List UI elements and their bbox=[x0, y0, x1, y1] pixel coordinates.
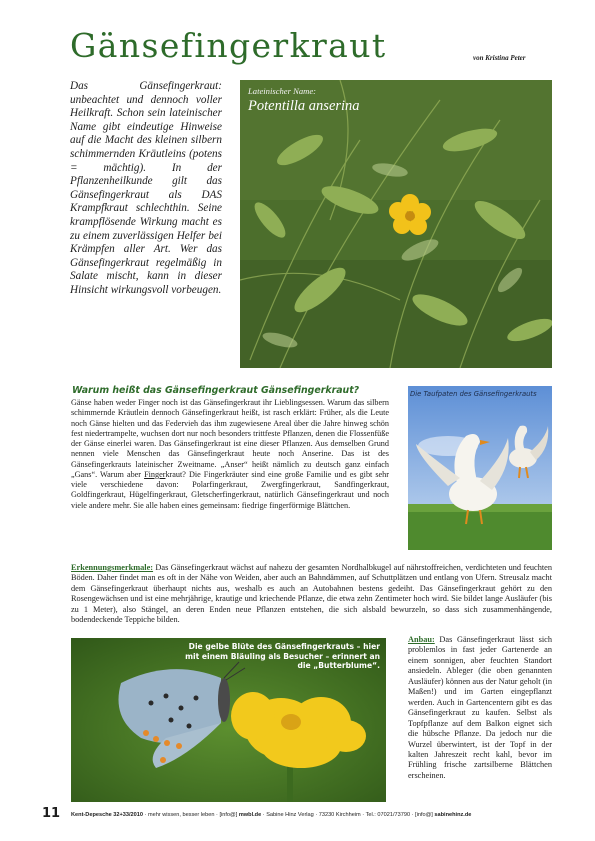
features-paragraph: Erkennungsmerkmale: Das Gänsefingerkraut wächst auf nahezu der gesamten Nordhalbkugel auf nährstoffreichen, verdichteten und feuchten Böden. Daher findet man es oft in der Nähe von Weiden, aber auch an Bahndämmen, auf Schuttplätzen und entlang von Ufern. Streusalz macht dem Gänsefingerkraut überhaupt nichts aus, weshalb es auch an Autobahnen bestens gedeiht. Das Gänsefingerkraut gehört zu den Rosengewächsen und ist eine mehrjährige, krautige und kriechende Pflanze, die etwa zehn Zentimeter hoch wird. Sie bildet lange Ausläufer (bis zu 1 Meter), also Stängel, an deren Enden neue Pflanzen entstehen, die sich alsbald bewurzeln, so dass sich zusammenhängende, bodendeckende Teppiche bilden. bbox=[71, 563, 552, 625]
growing-label: Anbau: bbox=[408, 635, 435, 644]
footer-link-sabinehinz[interactable]: sabinehinz.de bbox=[434, 812, 472, 818]
footer-link-mwbl[interactable]: mwbl.de bbox=[238, 812, 262, 818]
features-label: Erkennungsmerkmale: bbox=[71, 563, 154, 572]
butterfly-photo-caption: Die gelbe Blüte des Gänsefingerkrauts – hier mit einem Bläuling als Besucher – erinnert an die „Butterblume“. bbox=[185, 642, 380, 671]
geese-photo-caption: Die Taufpaten des Gänsefingerkrauts bbox=[410, 390, 537, 398]
footer-line: Kent-Depesche 32+33/2010 · mehr wissen, besser leben · [info@] mwbl.de · Sabine Hinz Verlag · 73230 Kirchheim · Tel.: 07021/73790 · [info@] sabinehinz.de bbox=[71, 812, 472, 818]
article-title: Gänsefingerkraut bbox=[70, 26, 387, 65]
name-origin-paragraph: Gänse haben weder Finger noch ist das Gänsefingerkraut ihr Lieblingsessen. Warum das silbern schimmernde Kräutlein dennoch Gänsefingerkraut heißt, ist rasch erklärt: Früher, als die Leute noch Gänse hielten und das Federvieh das ihm zugewiesene Areal über die Jahre hinweg schön fest niedertrampelte, wuchsen dort nur noch besonders trittfeste Pflanzen, denen die Flossenfüße der Gänse einerlei waren. Das Gänsefingerkraut ist eine dieser Pflanzen. Aus demselben Grund nennen viele Menschen das Gänsefingerkraut heute noch Anserine. Das ist des Gänsefingerkrauts lateinischer Zweitname. „Anser“ heißt nämlich zu deutsch ganz einfach „Gans“. Warum aber Fingerkraut? Die Fingerkräuter sind eine große Familie und es gibt sehr viele verschiedene davon: Polarfingerkraut, Zwergfingerkraut, Sandfingerkraut, Goldfingerkraut, Hügelfingerkraut, Gletscherfingerkraut, natürlich Gänsefingerkraut und noch viele andere mehr. Sie alle haben eines gemeinsam: fiedrige fingerförmige Blättchen. bbox=[71, 398, 389, 510]
latin-name-label: Lateinischer Name: bbox=[248, 86, 317, 96]
growing-paragraph: Anbau: Das Gänsefingerkraut lässt sich problemlos in fast jeder Gartenerde an einem sonnigen, aber feuchten Standort ansiedeln. Ableger (die oben genannten Ausläufer) können aus der Natur geholt (in Maßen!) und im Garten eingepflanzt werden. Auch in Gartencentern gibt es das Gänsefingerkraut zu kaufen. Selbst als Topfpflanze auf dem Balkon eignet sich die hübsche Pflanze. Da jedoch nur die Wurzel überwintert, ist der Topf in der kalten Jahreszeit recht kahl, bevor im Frühling frische zartsilberne Blättchen erscheinen. bbox=[408, 635, 552, 780]
section-heading-name-origin: Warum heißt das Gänsefingerkraut Gänsefingerkraut? bbox=[72, 385, 360, 396]
geese-illustration bbox=[408, 386, 552, 550]
intro-paragraph: Das Gänsefingerkraut: unbeachtet und dennoch voller Heilkraft. Schon sein lateinischer Name gibt eindeutige Hinweise auf die Macht des kleinen silbern schimmernden Kräutleins (potens = mächtig). In der Pflanzenheilkunde gilt das Gänsefingerkraut als DAS Krampfkraut schlechthin. Seine krampflösende Wirkung macht es zu einem zuverlässigen Helfer bei Krämpfen aller Art. Wer das Gänsefingerkraut regelmäßig in Salate mischt, kann in dieser Hinsicht wirkungsvoll vorbeugen. bbox=[70, 80, 222, 296]
silverweed-leaves-illustration bbox=[240, 80, 552, 368]
author-line: von Kristina Peter bbox=[473, 54, 526, 62]
geese-photo bbox=[408, 386, 552, 550]
underlined-word: Finger bbox=[144, 469, 166, 479]
latin-name: Potentilla anserina bbox=[248, 98, 360, 114]
plant-photo bbox=[240, 80, 552, 368]
page-number: 11 bbox=[42, 806, 61, 821]
